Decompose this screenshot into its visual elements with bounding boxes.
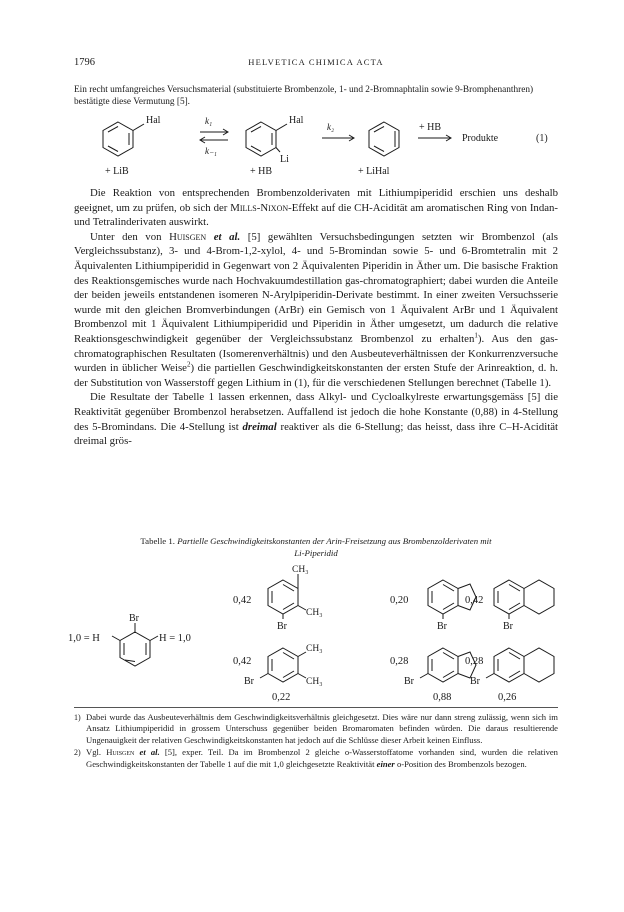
value-xyl4-b: 0,22 — [272, 692, 291, 703]
table-structures — [60, 560, 570, 705]
footnote-1-mark: 1) — [74, 713, 81, 722]
value-ind4: 0,20 — [390, 595, 409, 606]
plus-lib: + LiB — [105, 166, 129, 176]
footnote-1: 1) Dabei wurde das Ausbeuteverhältnis dem Geschwindigkeitsverhältnis gleichgesetzt. Dies wäre nur dann streng zulässig, wenn sich im Ansatz Lithiumpiperidid in grossem Unterschuss gegenüber beiden Bromaromaten befinden würden. Die daraus resultierende Ungenauigkeit der relativen Geschwindigkeitskonstanten hat jedoch auf die Schlüsse dieser Arbeit keinen Einfluss. — [74, 712, 558, 745]
br-xyl3: Br — [277, 621, 287, 632]
footnote-2-mark: 2) — [74, 748, 81, 758]
ref-left-value: 1,0 = H — [68, 633, 100, 644]
paragraph-3: Die Resultate der Tabelle 1 lassen erkennen, dass Alkyl- und Cycloalkylreste erwartungsgemäss [5] die Reaktivität gegenüber Brombenzol herabsetzen. Auffallend ist jedoch die hohe Konstante (0,88) in 4-Stellung des 5-Bromindans. Die 4-Stellung ist dreimal reaktiver als die 6-Stellung; das heisst, dass ihre C–H-Acidität dreimal grös- — [74, 391, 559, 448]
plus-hb: + HB — [250, 166, 273, 176]
footnote-rule — [74, 707, 558, 708]
k1-label: k₁ — [205, 116, 213, 126]
ref-right-value: H = 1,0 — [159, 633, 191, 644]
value-xyl3: 0,42 — [233, 595, 252, 606]
equation-number: (1) — [536, 133, 548, 144]
value-ind5-b: 0,88 — [433, 692, 452, 703]
table-label: Tabelle 1. — [140, 536, 175, 546]
footnote-2: 2) Vgl. Huisgen et al. [5], exper. Teil. Da im Brombenzol 2 gleiche o-Wasserstoffatome vorhanden sind, wurden die relativen Geschwindigkeitskonstanten der Tabelle 1 auf die mit 1,0 gleichgesetzte Reaktivität einer o-Position des Brombenzols bezogen. — [74, 747, 558, 769]
k-1-label: k₋₁ — [205, 146, 217, 156]
plus-hb-top: + HB — [419, 122, 442, 133]
k2-label: k₂ — [327, 122, 335, 132]
br-tet5: Br — [503, 621, 513, 632]
table-title-2: Li-Piperidid — [294, 548, 338, 558]
value-xyl4: 0,42 — [233, 656, 252, 667]
reaction-scheme — [60, 110, 570, 176]
journal-title: HELVETICA CHIMICA ACTA — [248, 57, 384, 67]
page-number: 1796 — [74, 57, 95, 68]
footnotes — [74, 712, 558, 771]
footnote-ref-2: 2 — [186, 360, 191, 369]
body-text — [74, 186, 558, 449]
running-header — [74, 57, 558, 71]
ch3-4: CH₃ — [306, 677, 323, 687]
intro-paragraph: Ein recht umfangreiches Versuchsmaterial (substituierte Brombenzole, 1- und 2-Bromnaphtalin sowie 9-Bromphenanthren) bestätigte diese Vermutung [5]. — [74, 85, 534, 108]
table-title-1: Partielle Geschwindigkeitskonstanten der Arin-Freisetzung aus Brombenzolderivaten mit — [177, 536, 492, 546]
br-tet6: Br — [470, 676, 480, 687]
paragraph-2: Unter den von Huisgen et al. [5] gewählten Versuchsbedingungen setzten wir Brombenzol (als Vergleichssubstanz), 3- und 4-Brom-1,2-xylol, 4- und 5-Bromindan sowie 5- und 6-Bromtetralin mit 2 Äquivalenten Lithiumpiperidid in Gegenwart von 2 Äquivalenten Piperidin in Äther um. Die basische Fraktion des Reaktionsgemisches wurde nach Hochvakuumdestillation gas-chromatographiert; dabei wurden die Anteile der beiden jeweils entstandenen isomeren N-Arylpiperidin-Derivate bestimmt. In einer zweiten Versuchsserie wurde mit den gleichen Bromverbindungen (ArBr) ein Gemisch von 1 Äquivalent ArBr und 1 Äquivalent Brombenzol mit 1 Äquivalent Lithiumpiperidid und Piperidin in Äther umgesetzt, um dadurch die relative Reaktionsgeschwindigkeit gegenüber der Vergleichssubstanz Brombenzol zu erhalten$^1$). Aus den gas-chromatographischen Resultaten (Isomerenverhältnis) und den Ausbeuteverhältnissen der Konkurrenzversuche wurden in üblicher Weise$^2$) die partiellen Geschwindigkeitskonstanten der ersten Stufe der Arinreaktion, d. h. der Substitution von Wasserstoff gegen Lithium in (1), für die verschiedenen Stellungen berechnet (Tabelle 1). — [74, 230, 559, 389]
br-ind5: Br — [404, 676, 414, 687]
emphasis-dreimal: dreimal — [242, 420, 277, 433]
ch3-2: CH₃ — [306, 608, 323, 618]
br-ref: Br — [129, 613, 139, 624]
plus-lihal: + LiHal — [358, 166, 390, 176]
paragraph-1: Die Reaktion von entsprechenden Brombenzolderivaten mit Lithiumpiperidid erschien uns deshalb geeignet, um zu prüfen, ob sich der Mills-Nixon-Effekt auf die CH-Acidität am aromatischen Ring von Indan- und Tetralinderivaten auswirkt. — [74, 187, 559, 229]
mills-nixon: Mills-Nixon — [230, 201, 289, 214]
hal-label-1: Hal — [146, 115, 161, 126]
li-label: Li — [280, 154, 289, 165]
hal-label-2: Hal — [289, 115, 304, 126]
value-tet5: 0,42 — [465, 595, 484, 606]
value-tet6-b: 0,26 — [498, 692, 517, 703]
value-ind5: 0,28 — [390, 656, 409, 667]
ch3-3: CH₃ — [306, 644, 323, 654]
table-caption — [74, 535, 558, 559]
products-label: Produkte — [462, 133, 499, 144]
footnote-ref-1: 1 — [474, 331, 478, 340]
br-ind4: Br — [437, 621, 447, 632]
br-xyl4: Br — [244, 676, 254, 687]
value-tet6: 0,28 — [465, 656, 484, 667]
ch3-1: CH₃ — [292, 565, 309, 575]
author-huisgen: Huisgen — [169, 230, 207, 243]
